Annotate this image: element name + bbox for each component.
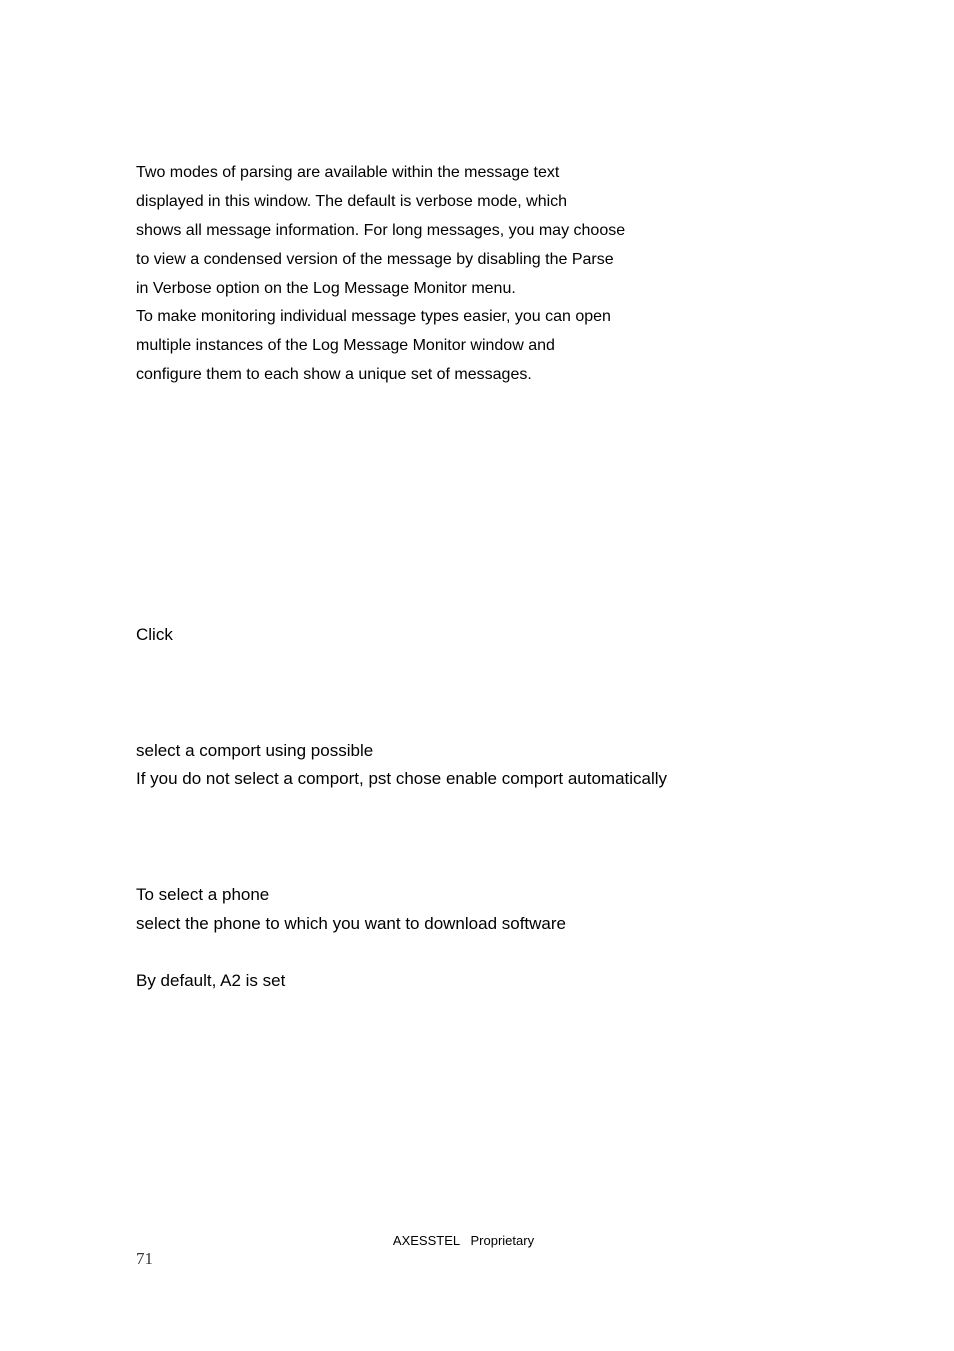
parsing-paragraph-line: configure them to each show a unique set of messages. <box>136 366 532 383</box>
parsing-paragraph-line: Two modes of parsing are available within the message text <box>136 164 560 181</box>
phone-instruction: select the phone to which you want to download software <box>136 914 566 933</box>
parsing-paragraph-line: multiple instances of the Log Message Monitor window and <box>136 337 555 354</box>
parsing-paragraph-line: in Verbose option on the Log Message Monitor menu. <box>136 280 516 297</box>
comport-instruction: select a comport using possible <box>136 741 374 760</box>
footer-label: Proprietary <box>470 1233 535 1248</box>
parsing-paragraph-line: displayed in this window. The default is verbose mode, which <box>136 193 568 210</box>
comport-note: If you do not select a comport, pst chose enable comport automatically <box>136 769 668 788</box>
parsing-paragraph-line: To make monitoring individual message types easier, you can open <box>136 308 611 325</box>
click-instruction: Click <box>136 625 173 644</box>
footer-proprietary <box>0 1233 927 1249</box>
footer-company: AXESSTEL <box>392 1233 460 1248</box>
default-setting-note: By default, A2 is set <box>136 971 286 990</box>
page-number: 71 <box>136 1249 153 1268</box>
parsing-paragraph-line: shows all message information. For long messages, you may choose <box>136 222 626 239</box>
phone-heading: To select a phone <box>136 885 270 904</box>
parsing-paragraph-line: to view a condensed version of the message by disabling the Parse <box>136 251 614 268</box>
